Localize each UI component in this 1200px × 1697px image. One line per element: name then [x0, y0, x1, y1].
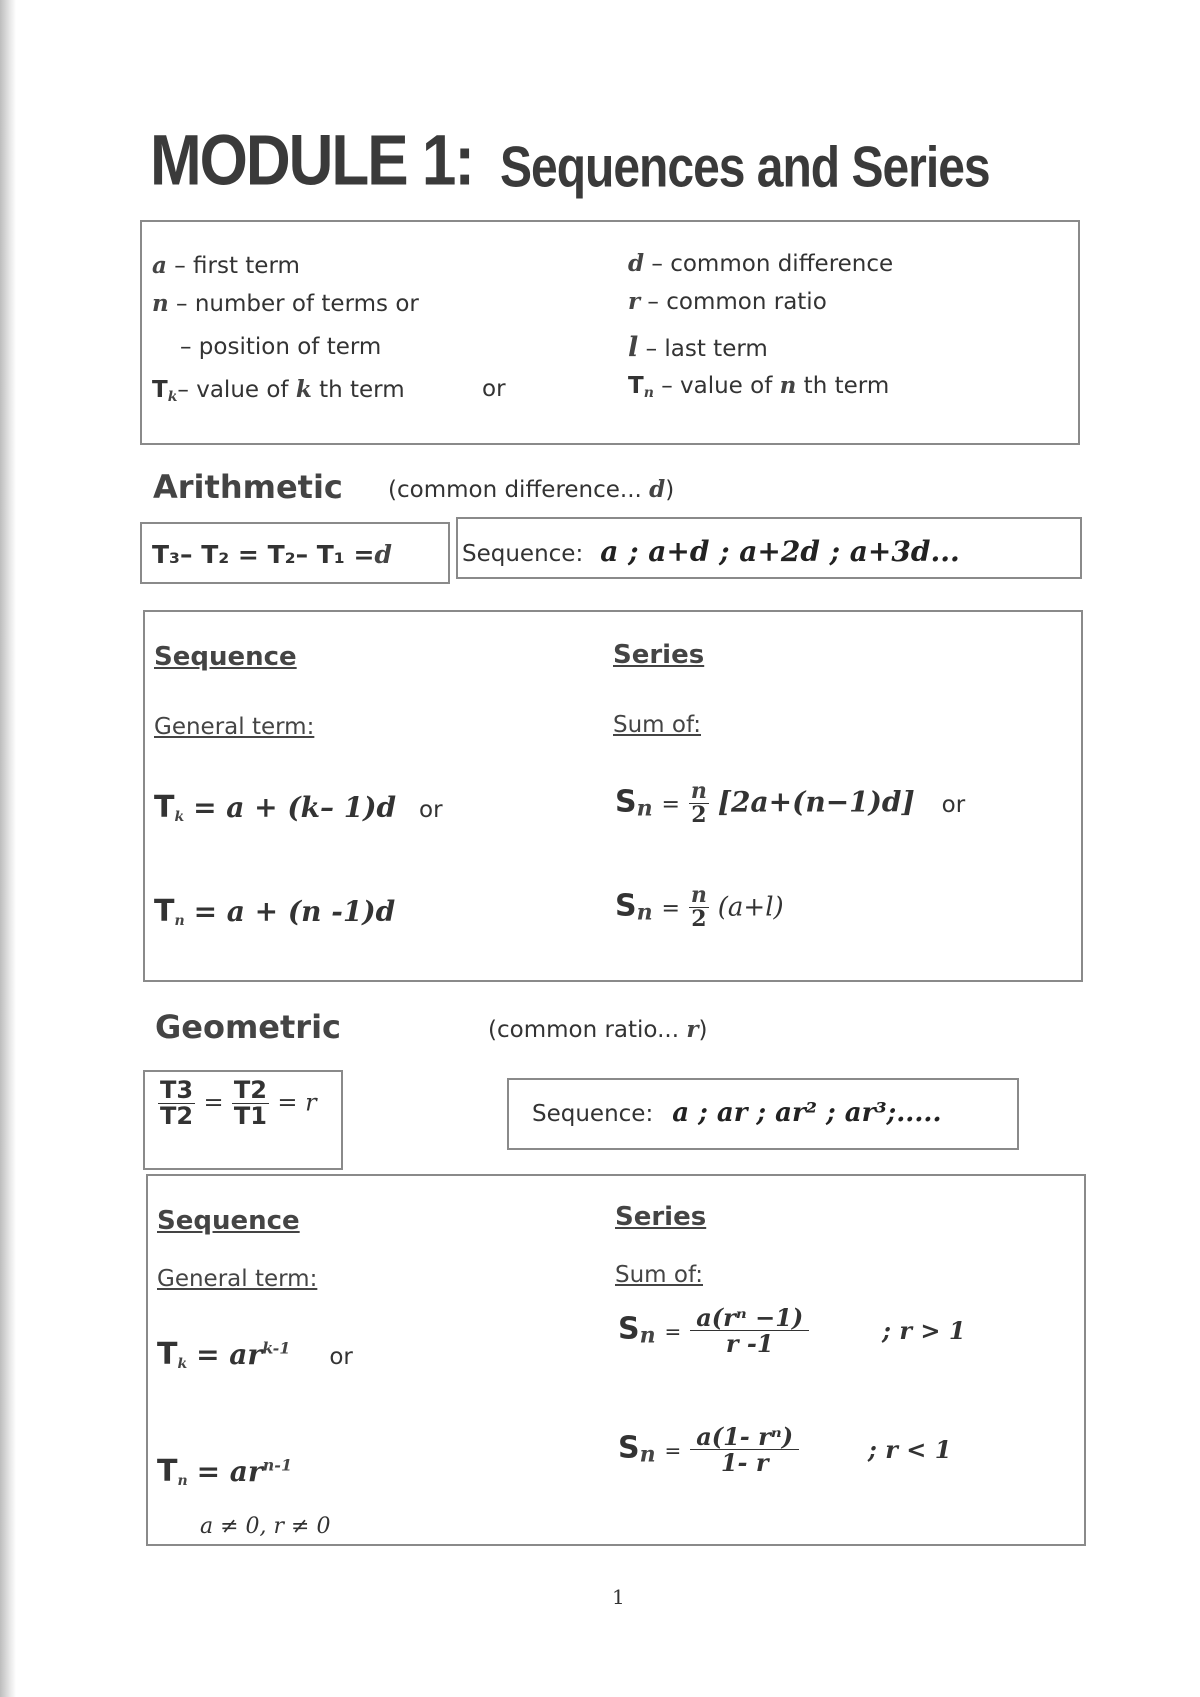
arithmetic-note: (common difference... d)	[388, 476, 675, 503]
geometric-sum-label: Sum of:	[615, 1262, 703, 1288]
legend-n-position: – position of term	[180, 334, 382, 360]
geometric-ratio: $\frac{T3}{T2}$ = $\frac{T2}{T1}$ = r	[160, 1076, 317, 1131]
geometric-tk-formula: $T_k = ar^{k-1}$ or	[157, 1337, 353, 1372]
arithmetic-general-term-label: General term:	[154, 714, 315, 740]
arithmetic-sum-label: Sum of:	[613, 712, 701, 738]
legend-tk: $T_k-$ value of k th term	[152, 376, 405, 405]
geometric-note: (common ratio... r)	[488, 1016, 708, 1043]
arithmetic-sn-formula-2: Sn = $\frac{n}{2}$ (a+l)	[615, 882, 784, 933]
arithmetic-sequence-heading: Sequence	[154, 642, 297, 672]
geometric-constraint: a ≠ 0, r ≠ 0	[200, 1514, 331, 1539]
geometric-tn-formula: $T_n = ar^{n-1}$	[157, 1454, 293, 1489]
legend-n: n – number of terms or	[152, 290, 419, 317]
arithmetic-series-heading: Series	[613, 640, 705, 670]
geometric-sequence: Sequence: a ; ar ; ar² ; ar³;.....	[532, 1098, 942, 1128]
arithmetic-rule: T₃– T₂ = T₂– T₁ =d	[152, 540, 392, 569]
geometric-series-heading: Series	[615, 1202, 707, 1232]
page-binding-shadow	[0, 0, 16, 1697]
geometric-general-term-label: General term:	[157, 1266, 318, 1292]
arithmetic-tk-formula: $T_k = a + (k-$ 1)d or	[154, 790, 443, 825]
legend-r: r – common ratio	[628, 288, 827, 315]
geometric-sequence-heading: Sequence	[157, 1206, 300, 1236]
legend-or: or	[482, 376, 506, 402]
arithmetic-tn-formula: $T_n = a + (n$ -1)d	[154, 894, 396, 929]
page-number: 1	[612, 1585, 625, 1609]
arithmetic-sequence: Sequence: a ; a+d ; a+2d ; a+3d...	[462, 535, 960, 568]
geometric-heading: Geometric	[155, 1008, 342, 1046]
arithmetic-heading: Arithmetic	[153, 468, 343, 506]
legend-tn: $T_n$ – value of n th term	[628, 372, 890, 401]
module-subject: Sequences and Series	[500, 136, 990, 200]
geometric-sn-formula-2: Sn = $\frac{\text{a(1- rⁿ)}}{1- r}$ ; r < 1	[618, 1422, 952, 1478]
arithmetic-sn-formula-1: Sn = $\frac{n}{2}$ [2a+(n−1)d] or	[615, 778, 966, 829]
legend-a: a – first term	[152, 252, 300, 279]
geometric-sn-formula-1: Sn = $\frac{\text{a(rⁿ −1)}}{r -1}$ ; r > 1	[618, 1303, 966, 1359]
legend-l: l – last term	[628, 332, 768, 363]
module-title: MODULE 1:	[150, 121, 473, 201]
legend-d: d – common difference	[628, 250, 894, 277]
